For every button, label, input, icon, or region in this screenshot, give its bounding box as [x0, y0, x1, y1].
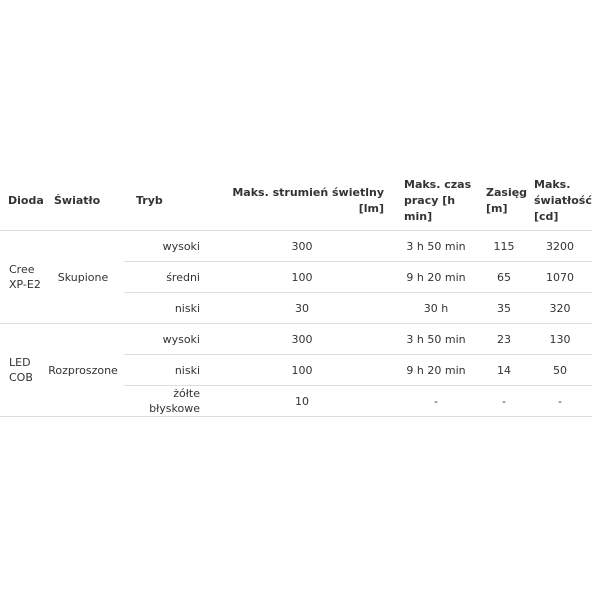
header-candela: Maks. światłość [cd]: [528, 172, 592, 231]
mode-cell: wysoki: [124, 324, 212, 355]
time-cell: 3 h 50 min: [392, 324, 480, 355]
diode-cell: LED COB: [0, 324, 42, 417]
candela-cell: -: [528, 386, 592, 417]
header-time: Maks. czas pracy [h min]: [392, 172, 480, 231]
header-range: Zasięg [m]: [480, 172, 528, 231]
header-row: [0, 172, 592, 231]
lumens-cell: 300: [212, 231, 392, 262]
time-cell: 9 h 20 min: [392, 262, 480, 293]
mode-cell: wysoki: [124, 231, 212, 262]
lumens-cell: 30: [212, 293, 392, 324]
diode-cell: Cree XP-E2: [0, 231, 42, 324]
lumens-cell: 10: [212, 386, 392, 417]
header-swiatlo: Światło: [42, 172, 124, 231]
range-cell: 65: [480, 262, 528, 293]
table-row: [0, 324, 592, 355]
header-tryb: Tryb: [124, 172, 212, 231]
header-dioda: Dioda: [0, 172, 42, 231]
time-cell: -: [392, 386, 480, 417]
mode-cell: niski: [124, 293, 212, 324]
candela-cell: 130: [528, 324, 592, 355]
table-row: [0, 231, 592, 262]
range-cell: 23: [480, 324, 528, 355]
lumens-cell: 100: [212, 355, 392, 386]
candela-cell: 3200: [528, 231, 592, 262]
candela-cell: 1070: [528, 262, 592, 293]
spec-table-container: [0, 172, 592, 417]
time-cell: 30 h: [392, 293, 480, 324]
lumens-cell: 300: [212, 324, 392, 355]
mode-cell: średni: [124, 262, 212, 293]
light-cell: Skupione: [42, 231, 124, 324]
spec-table: [0, 172, 592, 417]
header-lumens: Maks. strumień świetlny [lm]: [212, 172, 392, 231]
time-cell: 3 h 50 min: [392, 231, 480, 262]
mode-cell: niski: [124, 355, 212, 386]
range-cell: -: [480, 386, 528, 417]
time-cell: 9 h 20 min: [392, 355, 480, 386]
range-cell: 35: [480, 293, 528, 324]
lumens-cell: 100: [212, 262, 392, 293]
range-cell: 115: [480, 231, 528, 262]
candela-cell: 50: [528, 355, 592, 386]
mode-cell: żółte błyskowe: [124, 386, 212, 417]
light-cell: Rozproszone: [42, 324, 124, 417]
candela-cell: 320: [528, 293, 592, 324]
range-cell: 14: [480, 355, 528, 386]
